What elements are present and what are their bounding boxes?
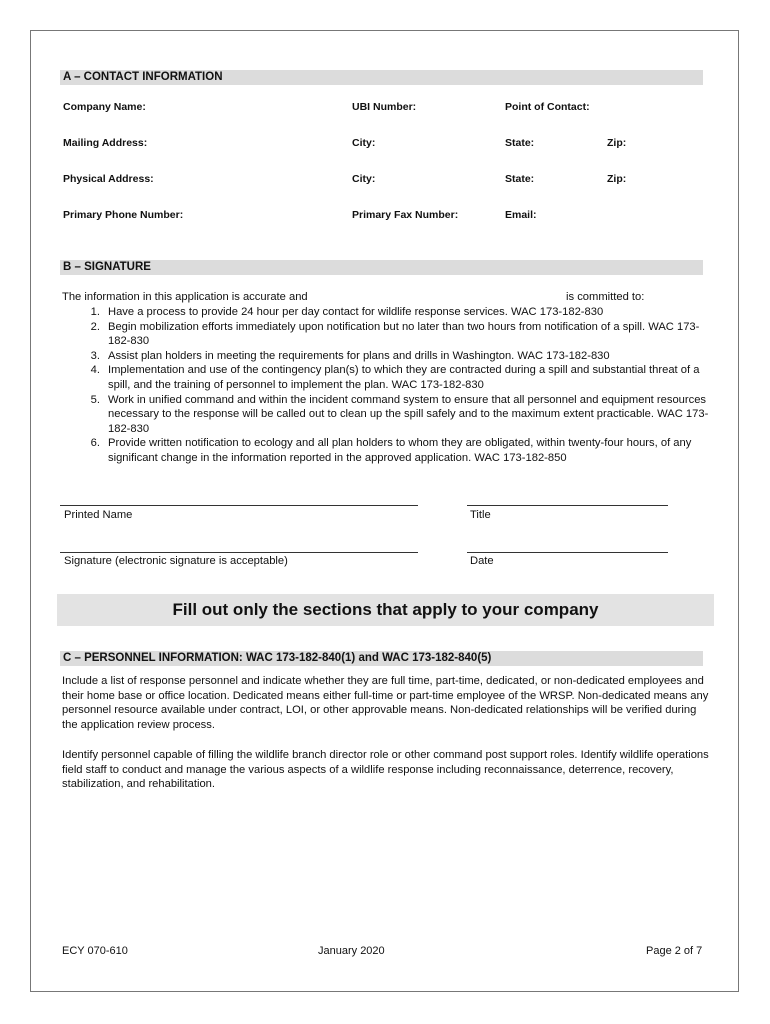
email-label: Email: <box>505 209 537 221</box>
commitment-intro-left: The information in this application is accurate and <box>62 291 308 303</box>
zip-label: Zip: <box>607 137 627 149</box>
list-text: Provide written notification to ecology and all plan holders to whom they are obligated, within twenty-four hours, of any significant change in the information reported in the approved application. WAC 173-182-850 <box>108 437 692 464</box>
printed-name-label: Printed Name <box>64 509 133 521</box>
list-item <box>62 363 712 392</box>
ubi-number-label: UBI Number: <box>352 101 417 113</box>
page-number: Page 2 of 7 <box>646 945 703 957</box>
list-item <box>62 436 712 465</box>
date-label: Date <box>470 555 494 567</box>
signature-line[interactable] <box>60 552 418 553</box>
list-item <box>62 393 712 437</box>
personnel-paragraph-1: Include a list of response personnel and indicate whether they are full time, part-time, dedicated, or non-dedicated employees and their home base or office location. Dedicated means either full-time or part-time employee of the WRSP. Non-dedicated means any personnel resource available under contract, LOI, or other approvable means. Non-dedicated relationships will be verified during the application review process. <box>62 675 709 731</box>
list-number: 3. <box>90 349 100 362</box>
primary-phone-label: Primary Phone Number: <box>63 209 184 221</box>
printed-name-line[interactable] <box>60 505 418 506</box>
physical-address-label: Physical Address: <box>63 173 154 185</box>
list-number: 6. <box>90 437 100 450</box>
list-number: 2. <box>90 320 100 333</box>
commitment-list <box>62 305 712 466</box>
list-item <box>62 320 712 349</box>
list-text: Begin mobilization efforts immediately upon notification but no later than two hours from notification of a spill. WAC 173-182-830 <box>108 320 700 348</box>
state-label: State: <box>505 137 535 149</box>
commitment-intro-right: is committed to: <box>566 291 645 303</box>
section-c-header: C – PERSONNEL INFORMATION: WAC 173-182-840(1) and WAC 173-182-840(5) <box>60 651 703 666</box>
personnel-paragraph-2: Identify personnel capable of filling the wildlife branch director role or other command post support roles. Identify wildlife operations field staff to conduct and manage the various aspects of a wildlife response including reconnaissance, deterrence, recovery, stabilization, and rehabilitation. <box>62 749 709 791</box>
footer-date: January 2020 <box>318 945 385 957</box>
list-text: Have a process to provide 24 hour per day contact for wildlife response services. WAC 173-182-830 <box>108 306 604 318</box>
date-line[interactable] <box>467 552 668 553</box>
section-a-header: A – CONTACT INFORMATION <box>60 70 703 85</box>
city-label-2: City: <box>352 173 376 185</box>
city-label: City: <box>352 137 376 149</box>
zip-label-2: Zip: <box>607 173 627 185</box>
title-label: Title <box>470 509 491 521</box>
list-text: Assist plan holders in meeting the requirements for plans and drills in Washington. WAC 173-182-830 <box>108 349 610 362</box>
mailing-address-label: Mailing Address: <box>63 137 148 149</box>
state-label-2: State: <box>505 173 535 185</box>
list-text: Work in unified command and within the incident command system to ensure that all personnel and equipment resources necessary to the response will be called out to clean up the spill safely and to the maximum extent practicable. WAC 173-182-830 <box>108 393 709 435</box>
list-text: Implementation and use of the contingency plan(s) to which they are contracted during a spill and substantial threat of a spill, and the training of personnel to implement the plan. WAC 173-182-830 <box>108 364 700 391</box>
section-b-header: B – SIGNATURE <box>60 260 703 275</box>
primary-fax-label: Primary Fax Number: <box>352 209 459 221</box>
point-of-contact-label: Point of Contact: <box>505 101 590 113</box>
list-item <box>62 349 712 364</box>
signature-label: Signature (electronic signature is acceptable) <box>64 555 288 567</box>
list-number: 5. <box>90 393 100 406</box>
list-number: 1. <box>90 306 100 318</box>
form-number: ECY 070-610 <box>62 945 128 957</box>
title-line[interactable] <box>467 505 668 506</box>
list-number: 4. <box>90 364 100 377</box>
company-name-label: Company Name: <box>63 101 146 113</box>
list-item <box>62 305 712 320</box>
instruction-banner: Fill out only the sections that apply to your company <box>57 594 714 626</box>
